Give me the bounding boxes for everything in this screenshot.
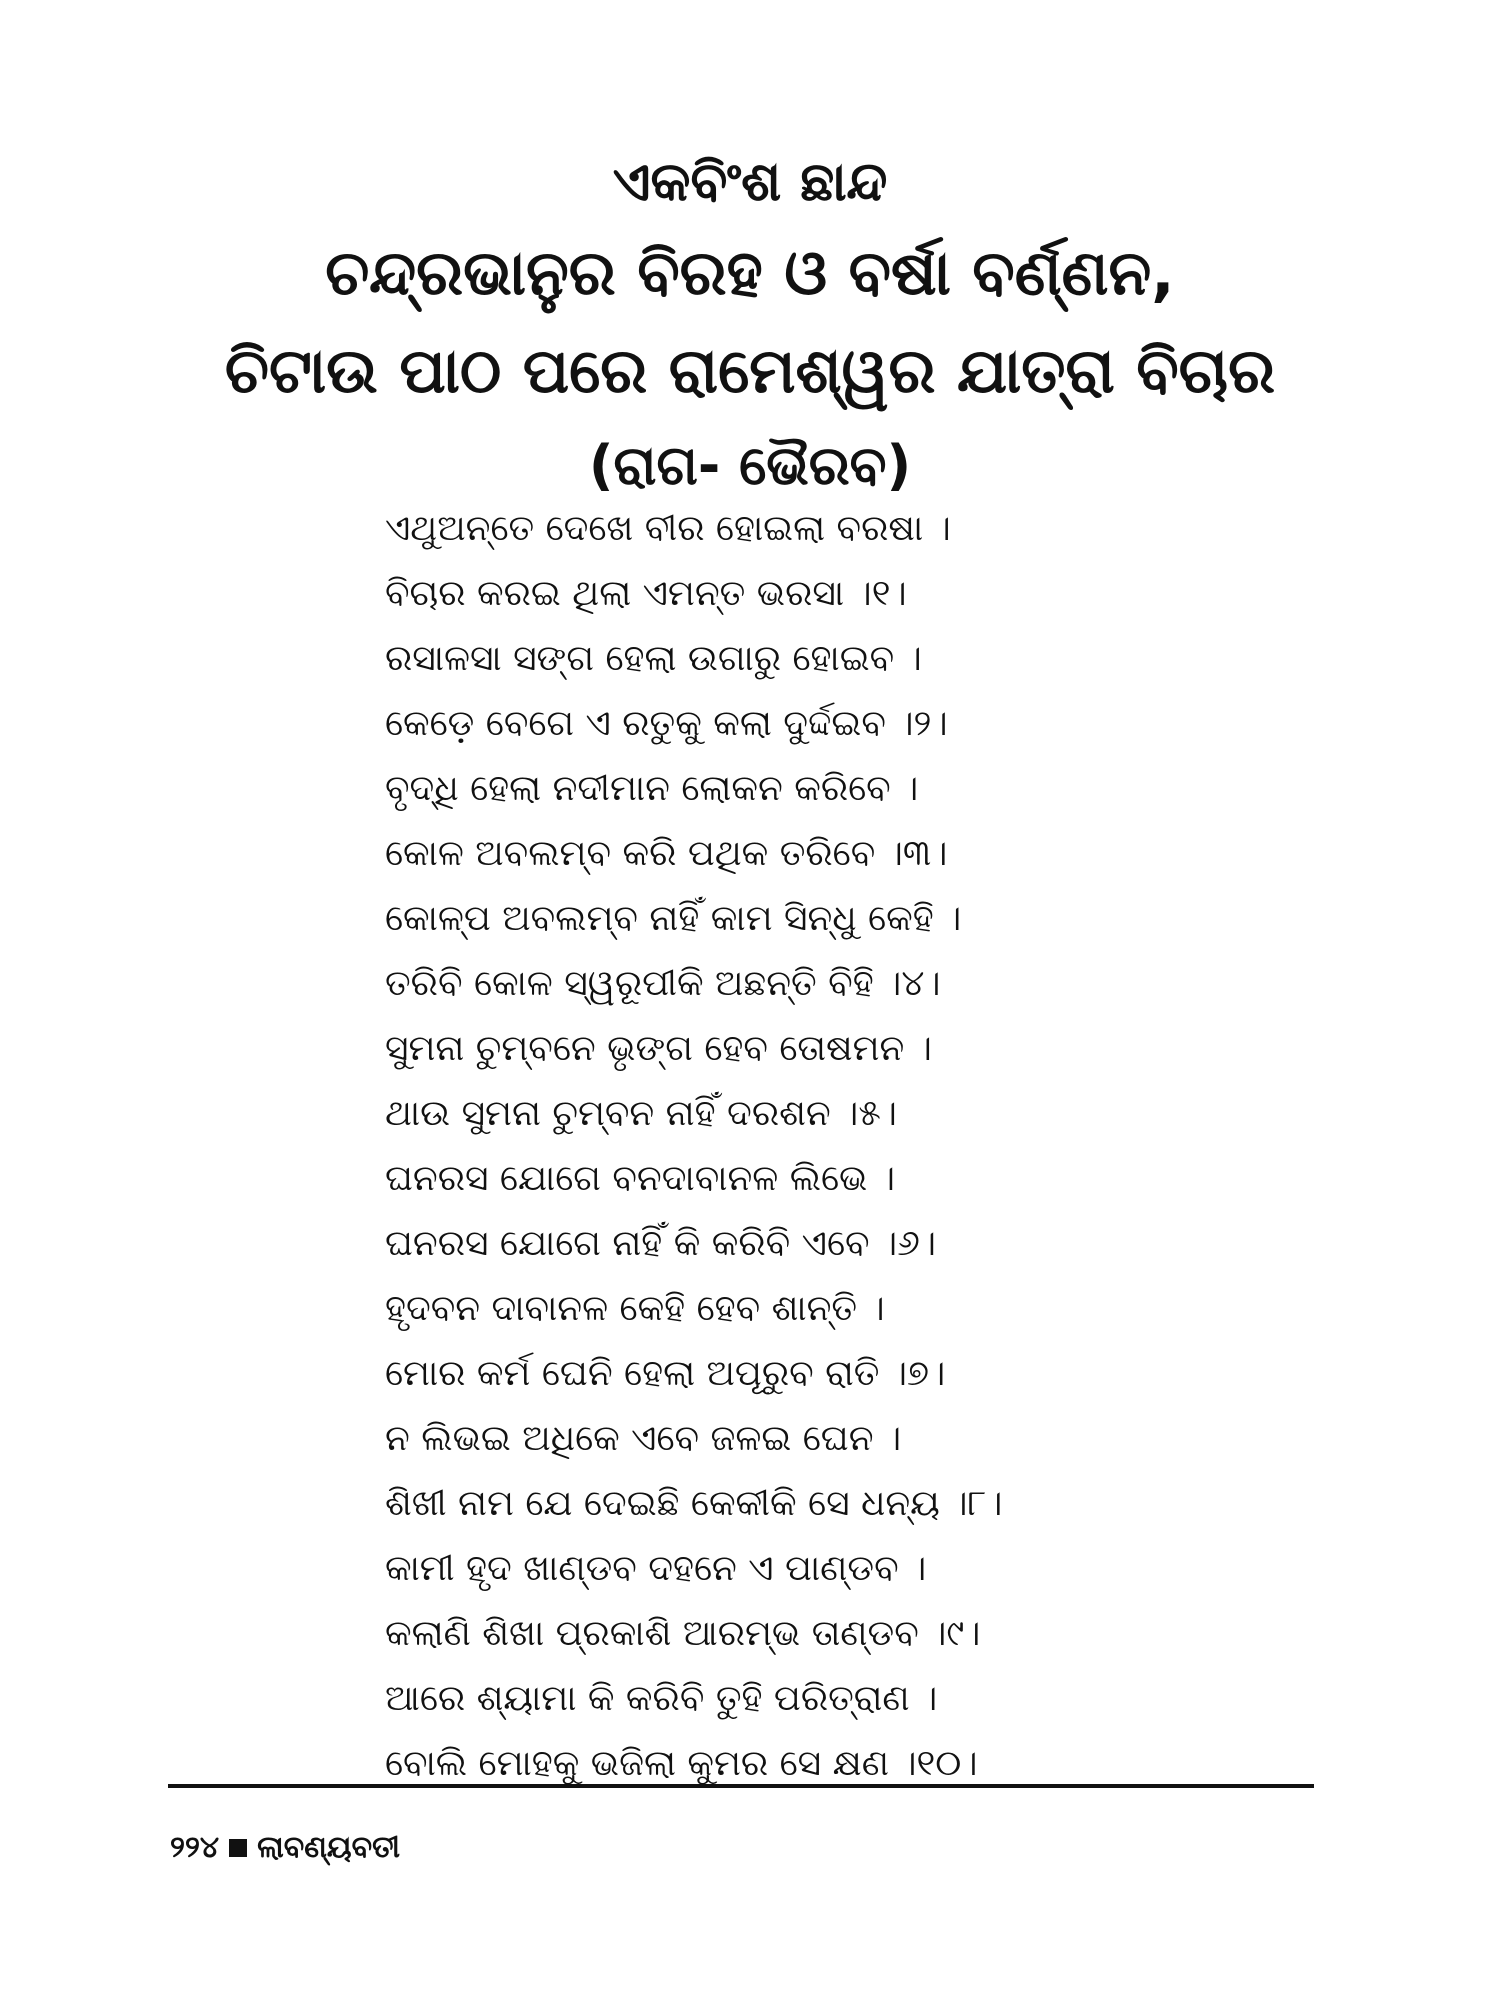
verse-line: ଶିଖୀ ନାମ ଯେ ଦେଇଛି କେକୀକି ସେ ଧନ୍ୟ ।୮। xyxy=(385,1483,1003,1524)
page-number: ୨୨୪ xyxy=(170,1830,220,1865)
verse-line: ବୃଦ୍ଧି ହେଲା ନଦୀମାନ ଲୋକନ କରିବେ । xyxy=(385,768,919,809)
verse-line: ହୃଦବନ ଦାବାନଳ କେହି ହେବ ଶାନ୍ତି । xyxy=(385,1288,885,1329)
chapter-subtitle-line-2: ଚିଟାଉ ପାଠ ପରେ ରାମେଶ୍ୱର ଯାତ୍ରା ବିଚାର xyxy=(224,334,1276,407)
verse-list xyxy=(385,496,1205,1796)
verse-line: ବୋଲି ମୋହକୁ ଭଜିଲା କୁମର ସେ କ୍ଷଣ ।୧୦। xyxy=(385,1743,978,1784)
verse-line: ଘନରସ ଯୋଗେ ବନଦାବାନଳ ଲିଭେ । xyxy=(385,1158,896,1199)
verse-line: କଲାଣି ଶିଖା ପ୍ରକାଶି ଆରମ୍ଭ ତାଣ୍ଡବ ।୯। xyxy=(385,1613,981,1654)
verse-line: ଏଥୁଅନ୍ତେ ଦେଖେ ବୀର ହୋଇଲା ବରଷା । xyxy=(385,508,951,549)
square-separator-icon xyxy=(229,1839,247,1857)
verse-line: ଆରେ ଶ୍ୟାମା କି କରିବି ତୁହି ପରିତ୍ରାଣ । xyxy=(385,1678,938,1719)
verse-line: ସୁମନା ଚୁମ୍ବନେ ଭୃଙ୍ଗ ହେବ ତୋଷମନ । xyxy=(385,1028,932,1069)
chapter-subtitle-line-1: ଚନ୍ଦ୍ରଭାନୁର ବିରହ ଓ ବର୍ଷା ବର୍ଣ୍ଣନ, xyxy=(325,236,1175,309)
chapter-heading xyxy=(0,140,1500,512)
chapter-title: ଏକବିଂଶ ଛାନ୍ଦ xyxy=(612,150,888,213)
book-title: ଲାବଣ୍ୟବତୀ xyxy=(257,1830,401,1865)
verse-line: କାମୀ ହୃଦ ଖାଣ୍ଡବ ଦହନେ ଏ ପାଣ୍ଡବ । xyxy=(385,1548,927,1589)
verse-line: ବିଚାର କରଇ ଥିଲା ଏମନ୍ତ ଭରସା ।୧। xyxy=(385,573,907,614)
footer-divider xyxy=(168,1784,1314,1788)
verse-line: କୋଳ୍ପ ଅବଲମ୍ବ ନାହିଁ କାମ ସିନ୍ଧୁ କେହି । xyxy=(385,898,962,939)
verse-line: ତରିବି କୋଳ ସ୍ୱରୂପୀକି ଅଛନ୍ତି ବିହି ।୪। xyxy=(385,963,941,1004)
verse-line: ରସାଳସା ସଙ୍ଗ ହେଲା ଉଗାରୁ ହୋଇବ । xyxy=(385,638,922,679)
verse-line: ଥାଉ ସୁମନା ଚୁମ୍ବନ ନାହିଁ ଦରଶନ ।୫। xyxy=(385,1093,898,1134)
verse-line: କୋଳ ଅବଲମ୍ବ କରି ପଥିକ ତରିବେ ।୩। xyxy=(385,833,948,874)
verse-line: କେଡ଼େ ବେଗେ ଏ ରତୁକୁ କଲା ଦୁର୍ଦ୍ଦଇବ ।୨। xyxy=(385,703,948,744)
verse-line: ମୋର କର୍ମ ଘେନି ହେଲା ଅପୂରୁବ ରାତି ।୭। xyxy=(385,1353,946,1394)
verse-line: ନ ଲିଭଇ ଅଧିକେ ଏବେ ଜଳଇ ଘେନ । xyxy=(385,1418,902,1459)
page-footer xyxy=(170,1826,400,1870)
verse-line: ଘନରସ ଯୋଗେ ନାହିଁ କି କରିବି ଏବେ ।୬। xyxy=(385,1223,937,1264)
raga-label: (ରାଗ- ଭୈରବ) xyxy=(588,434,912,497)
